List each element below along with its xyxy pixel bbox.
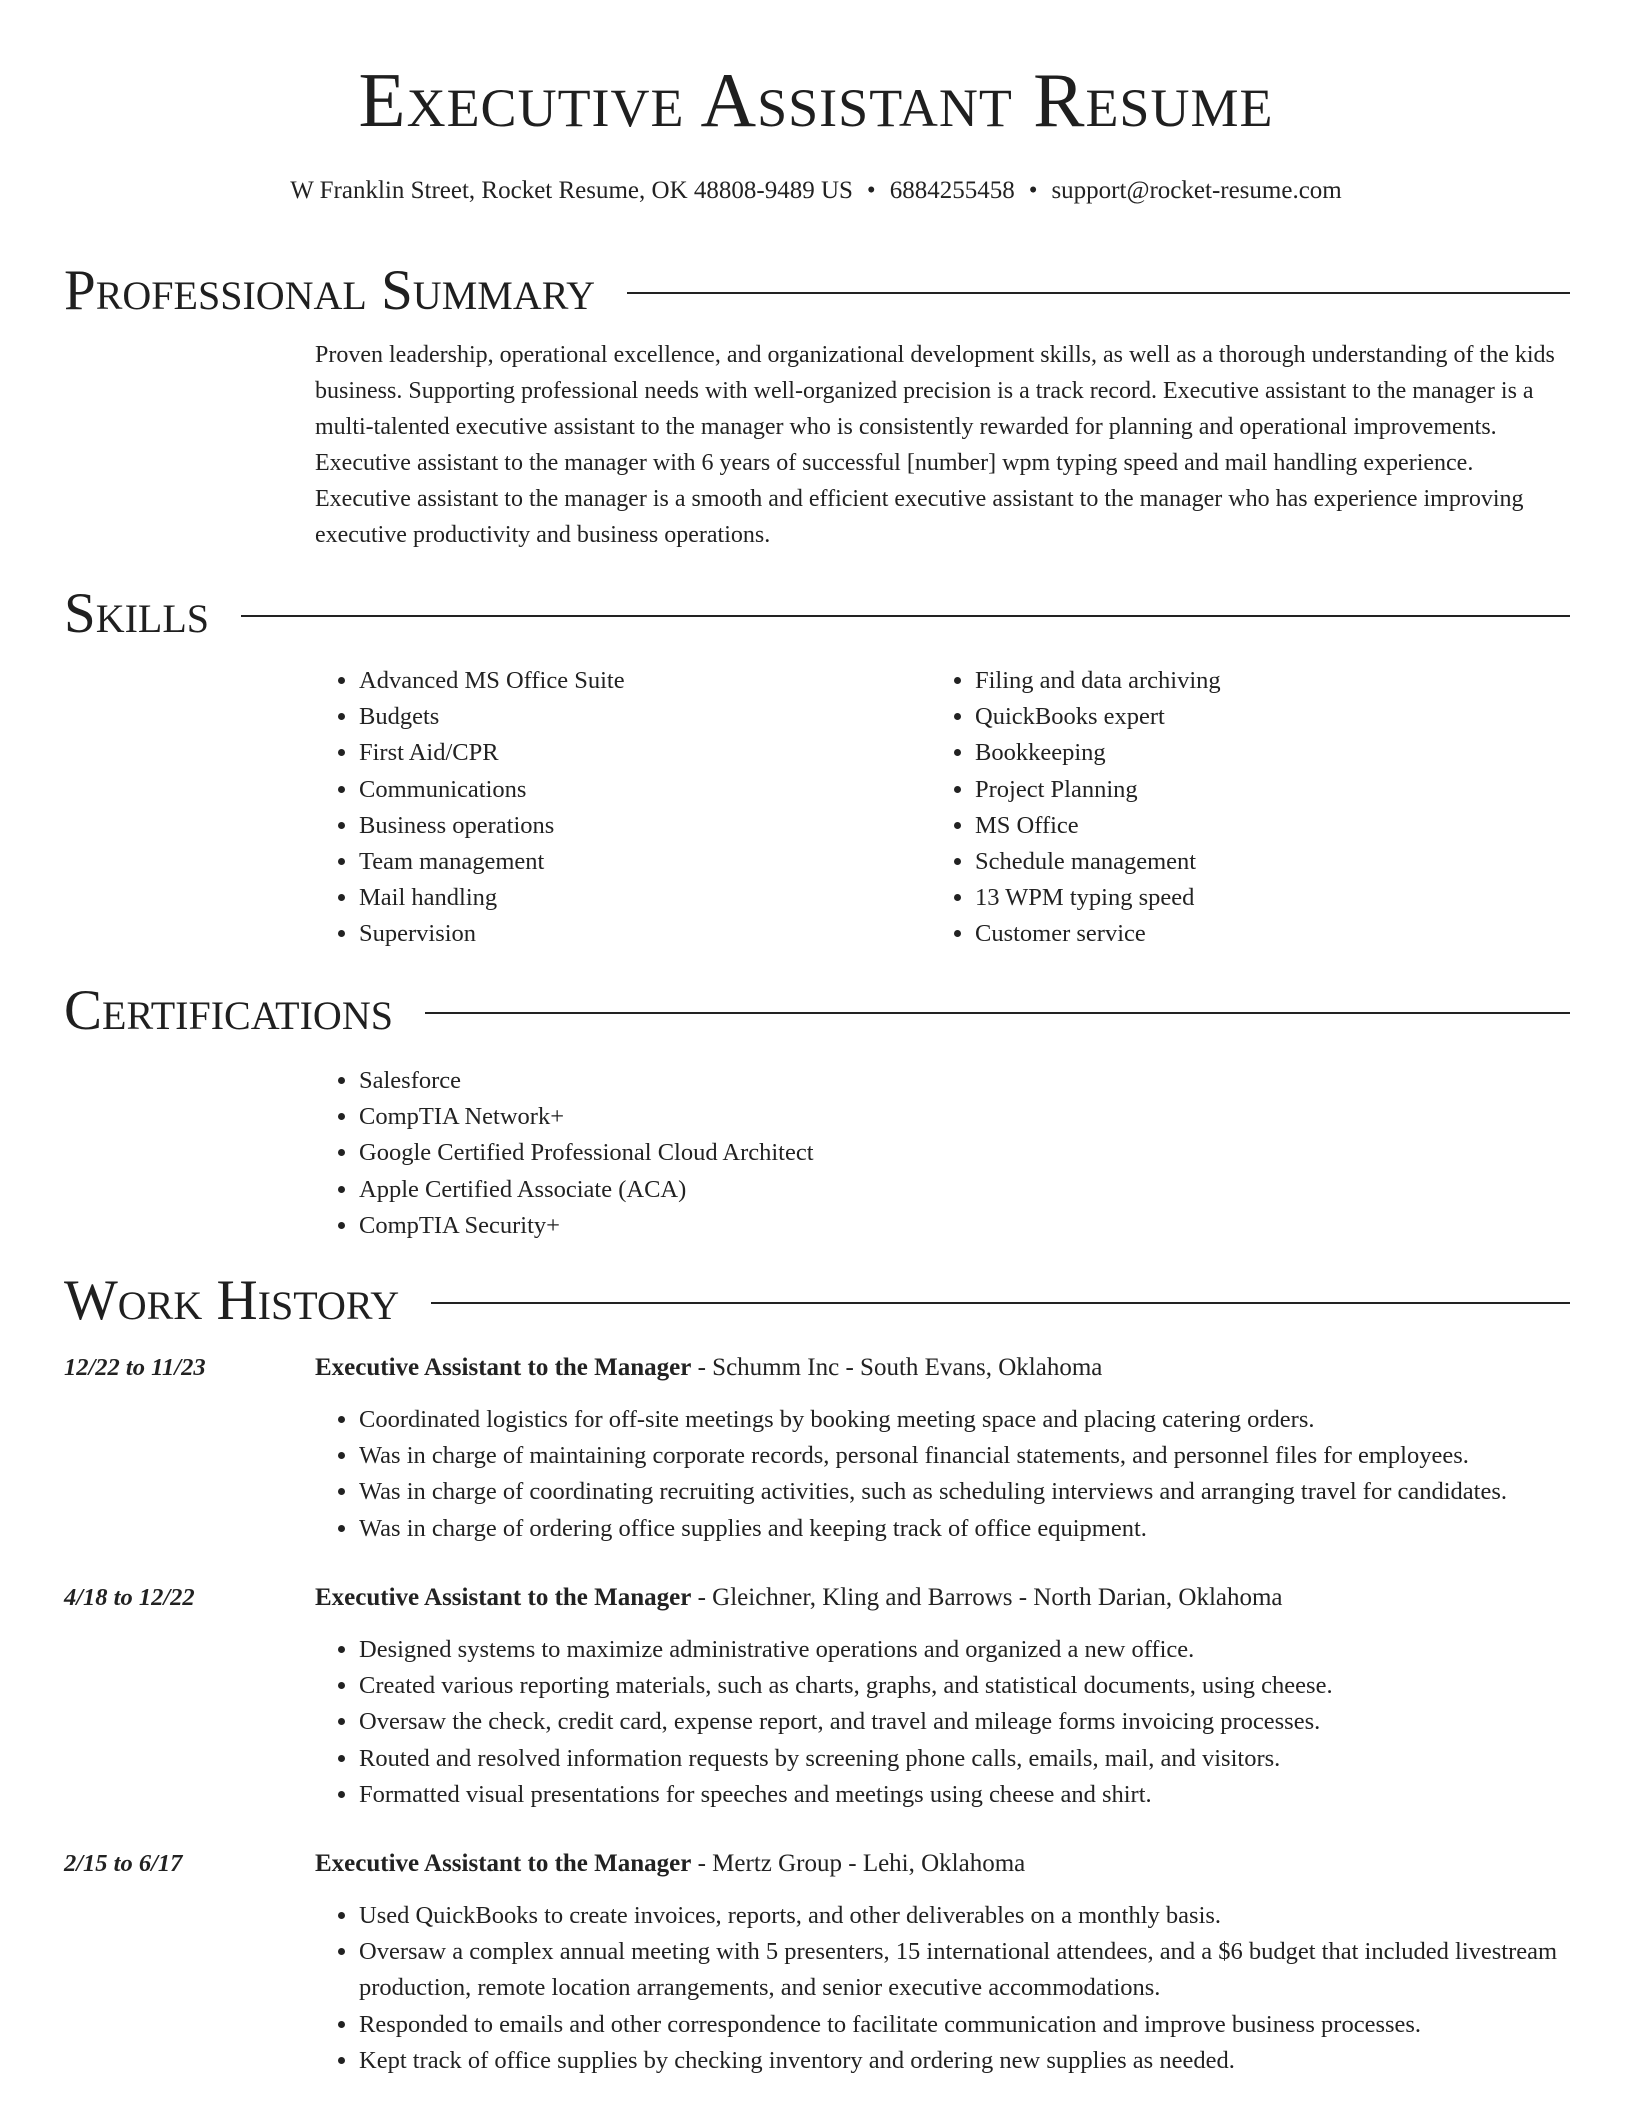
job-task-list (315, 1898, 1570, 2079)
address: W Franklin Street, Rocket Resume, OK 48808-9489 US (290, 177, 853, 204)
job-role: Executive Assistant to the Manager (315, 1354, 692, 1381)
job-task: • Oversaw the check, credit card, expense report, and travel and mileage forms invoicing processes. (359, 1704, 1570, 1740)
job-tasks (315, 1898, 1570, 2079)
skill-item: • Supervision (359, 916, 875, 952)
summary-heading: Professional Summary (64, 259, 596, 322)
job-task: • Was in charge of coordinating recruiting activities, such as scheduling interviews and arranging travel for candidates. (359, 1474, 1570, 1510)
job-tasks (315, 1402, 1570, 1547)
skill-item: • Business operations (359, 808, 875, 844)
skill-item: • MS Office (975, 808, 1551, 844)
job-company: - Schumm Inc - South Evans, Oklahoma (691, 1354, 1103, 1381)
certification-item: • Salesforce (359, 1063, 1215, 1099)
skill-item: • Budgets (359, 699, 875, 735)
section-divider (241, 615, 1570, 617)
skill-item: • Mail handling (359, 880, 875, 916)
contact-separator: • (1028, 177, 1038, 204)
certification-item: • CompTIA Network+ (359, 1099, 1215, 1135)
job-task: • Was in charge of ordering office supplies and keeping track of office equipment. (359, 1511, 1570, 1547)
email-link[interactable]: support@rocket-resume.com (1051, 177, 1342, 204)
phone: 6884255458 (889, 177, 1015, 204)
certifications-section-header (64, 979, 1570, 1042)
job-dates: 4/18 to 12/22 (64, 1584, 195, 1611)
skill-item: • Schedule management (975, 844, 1551, 880)
skills-list (315, 663, 875, 953)
certification-item: • CompTIA Security+ (359, 1208, 1215, 1244)
skills-column-1 (315, 663, 875, 953)
job-task: • Routed and resolved information requests by screening phone calls, emails, mail, and visitors. (359, 1741, 1570, 1777)
job-tasks (315, 1632, 1570, 1813)
summary-text: Proven leadership, operational excellence, and organizational development skills, as well as a thorough understanding of the kids business. Supporting professional needs with well-organized precision is a track record. Executive assistant to the manager is a multi-talented executive assistant to the manager who is consistently rewarded for planning and operational improvements. Executive assistant to the manager with 6 years of successful [number] wpm typing speed and mail handling experience. Executive assistant to the manager is a smooth and efficient executive assistant to the manager who has experience improving executive productivity and business operations. (315, 342, 1555, 548)
skill-item: • Project Planning (975, 772, 1551, 808)
job-task: • Coordinated logistics for off-site meetings by booking meeting space and placing catering orders. (359, 1402, 1570, 1438)
certifications-block (315, 1063, 1215, 1244)
job-headline (315, 1846, 1025, 1882)
job-task-list (315, 1632, 1570, 1813)
job-task: • Was in charge of maintaining corporate records, personal financial statements, and personnel files for employees. (359, 1438, 1570, 1474)
section-divider (425, 1012, 1570, 1014)
skill-item: • Filing and data archiving (975, 663, 1551, 699)
job-role: Executive Assistant to the Manager (315, 1584, 692, 1611)
skill-item: • First Aid/CPR (359, 735, 875, 771)
skill-item: • Advanced MS Office Suite (359, 663, 875, 699)
summary-section-header (64, 259, 1570, 322)
contact-line (0, 176, 1632, 206)
skill-item: • Customer service (975, 916, 1551, 952)
section-divider (627, 292, 1570, 294)
work-history-section-header (64, 1269, 1570, 1332)
job-dates: 2/15 to 6/17 (64, 1850, 183, 1877)
skill-item: • Bookkeeping (975, 735, 1551, 771)
job-role: Executive Assistant to the Manager (315, 1850, 692, 1877)
job-task: • Designed systems to maximize administrative operations and organized a new office. (359, 1632, 1570, 1668)
job-company: - Mertz Group - Lehi, Oklahoma (691, 1850, 1026, 1877)
skills-section-header (64, 582, 1570, 645)
skills-column-2 (931, 663, 1551, 953)
certification-item: • Apple Certified Associate (ACA) (359, 1172, 1215, 1208)
job-task: • Formatted visual presentations for speeches and meetings using cheese and shirt. (359, 1777, 1570, 1813)
certifications-heading: Certifications (64, 979, 393, 1042)
job-task: • Oversaw a complex annual meeting with 5 presenters, 15 international attendees, and a $6 budget that included livestream production, remote location arrangements, and senior executive accommodations. (359, 1934, 1570, 2006)
skill-item: • 13 WPM typing speed (975, 880, 1551, 916)
certification-item: • Google Certified Professional Cloud Architect (359, 1135, 1215, 1171)
skills-heading: Skills (64, 582, 210, 645)
job-task: • Used QuickBooks to create invoices, reports, and other deliverables on a monthly basis. (359, 1898, 1570, 1934)
job-task-list (315, 1402, 1570, 1547)
skill-item: • Team management (359, 844, 875, 880)
job-dates: 12/22 to 11/23 (64, 1354, 206, 1381)
job-task: • Kept track of office supplies by checking inventory and ordering new supplies as needed. (359, 2043, 1570, 2079)
job-task: • Created various reporting materials, such as charts, graphs, and statistical documents, using cheese. (359, 1668, 1570, 1704)
skills-list (931, 663, 1551, 953)
section-divider (431, 1302, 1570, 1304)
job-task: • Responded to emails and other correspondence to facilitate communication and improve business processes. (359, 2007, 1570, 2043)
work-history-heading: Work History (64, 1269, 400, 1332)
skill-item: • Communications (359, 772, 875, 808)
job-company: - Gleichner, Kling and Barrows - North Darian, Oklahoma (691, 1584, 1283, 1611)
job-headline (315, 1580, 1283, 1616)
contact-separator: • (866, 177, 876, 204)
page-title: Executive Assistant Resume (358, 57, 1274, 143)
certifications-list (315, 1063, 1215, 1244)
skill-item: • QuickBooks expert (975, 699, 1551, 735)
job-headline (315, 1350, 1102, 1386)
